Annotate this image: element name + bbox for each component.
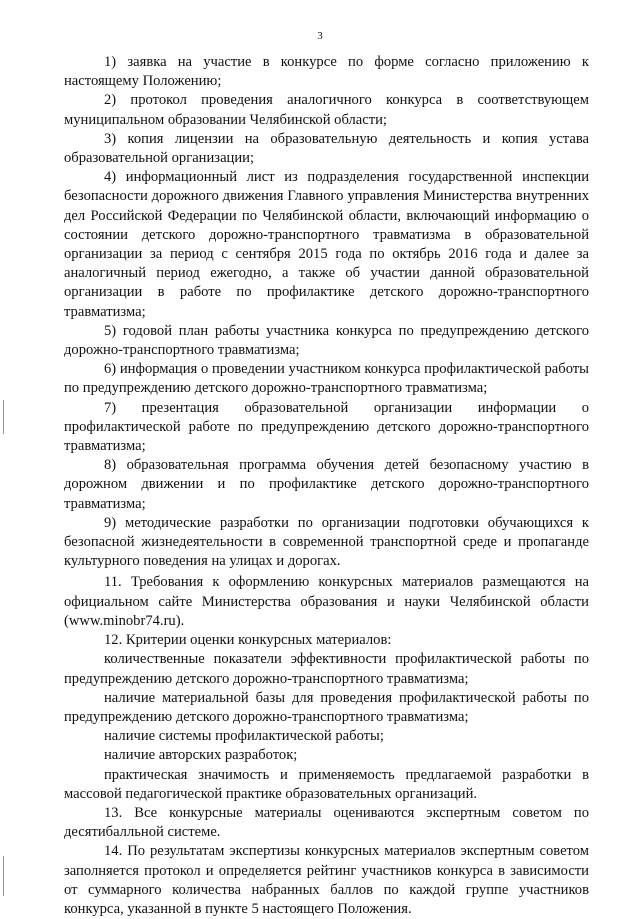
document-body	[64, 53, 589, 919]
list-item-application: 1) заявка на участие в конкурсе по форме согласно приложению к настоящему Положению;	[64, 54, 589, 90]
list-item-protocol: 2) протокол проведения аналогичного конкурса в соответствующем муниципальном образовании Челябинской области;	[64, 92, 589, 128]
paragraph-clause-11: 11. Требования к оформлению конкурсных материалов размещаются на официальном сайте Министерства образования и науки Челябинской области (www.minobr74.ru).	[64, 574, 589, 629]
paragraph-clause-13: 13. Все конкурсные материалы оцениваются экспертным советом по десятибалльной системе.	[64, 804, 589, 841]
list-item-annual-plan: 5) годовой план работы участника конкурса по предупреждению детского дорожно-транспортного травматизма;	[64, 322, 589, 359]
criterion-author-developments: наличие авторских разработок;	[104, 747, 298, 764]
list-item-methodical-materials: 9) методические разработки по организации подготовки обучающихся к безопасной жизнедеятельности в современной транспортной среде и пропаганде культурного поведения на улицах и дорогах.	[64, 514, 589, 570]
list-item-prevention-info: 6) информация о проведении участником конкурса профилактической работы по предупреждению детского дорожно-транспортного травматизма;	[64, 361, 589, 397]
criterion-prevention-system: наличие системы профилактической работы;	[104, 728, 384, 745]
scan-edge-mark	[3, 400, 4, 434]
paragraph-clause-12: 12. Критерии оценки конкурсных материалов:	[104, 632, 392, 649]
list-item-presentation: 7) презентация образовательной организации информации о профилактической работе по предупреждению детского дорожно-транспортного травматизма;	[64, 399, 589, 455]
list-item-license-copy: 3) копия лицензии на образовательную деятельность и копия устава образовательной организации;	[64, 130, 589, 167]
list-item-education-program: 8) образовательная программа обучения детей безопасному участию в дорожном движении и по профилактике детского дорожно-транспортного травматизма;	[64, 457, 589, 512]
criterion-efficiency-indicators: количественные показатели эффективности профилактической работы по предупреждению детского дорожно-транспортного травматизма;	[64, 651, 589, 687]
paragraph-clause-14: 14. По результатам экспертизы конкурсных материалов экспертным советом заполняется протокол и определяется рейтинг участников конкурса в зависимости от суммарного количества набранных баллов по каждой группе участников конкурса, указанной в пункте 5 настоящего Положения.	[64, 843, 589, 917]
criterion-practical-significance: практическая значимость и применяемость предлагаемой разработки в массовой педагогической практике образовательных организаций.	[64, 766, 589, 802]
criterion-material-base: наличие материальной базы для проведения профилактической работы по предупреждению детского дорожно-транспортного травматизма;	[64, 689, 589, 725]
scan-edge-mark	[3, 856, 4, 896]
page-number: 3	[317, 30, 323, 42]
list-item-info-sheet: 4) информационный лист из подразделения государственной инспекции безопасности дорожного движения Главного управления Министерства внутренних дел Российской Федерации по Челябинской области, включающий информацию о состоянии детского дорожно-транспортного травматизма в образовательной организации за период с сентября 2015 года по октябрь 2016 года и далее за аналогичный период ежегодно, а также об участии данной образовательной организации в работе по профилактике детского дорожно-транспортного травматизма;	[64, 169, 589, 320]
